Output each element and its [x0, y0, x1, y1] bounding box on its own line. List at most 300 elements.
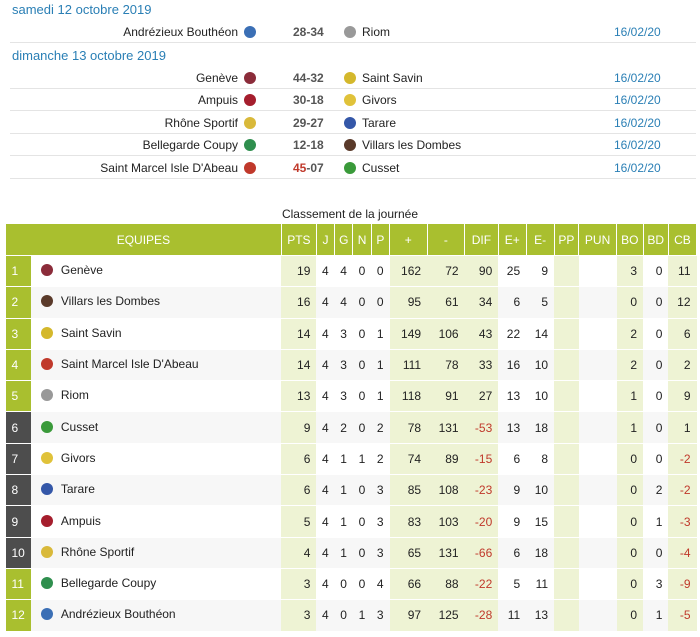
stat-g: 3	[335, 349, 353, 380]
away-team[interactable]	[344, 93, 397, 107]
column-header: N	[353, 224, 371, 256]
stat-em: 5	[526, 287, 554, 318]
rank-cell: 11	[6, 568, 31, 599]
stat-dif: -28	[465, 600, 499, 631]
rank-cell: 3	[6, 318, 31, 349]
team-logo-icon	[41, 608, 53, 620]
stat-bo: 0	[617, 600, 643, 631]
stat-bo: 3	[617, 256, 643, 287]
stat-dif: 34	[465, 287, 499, 318]
team-name	[41, 263, 103, 277]
score-home: 45	[293, 161, 307, 175]
stat-minus: 131	[427, 537, 465, 568]
team-logo-icon	[41, 515, 53, 527]
column-header: BD	[643, 224, 668, 256]
stat-p: 3	[371, 537, 389, 568]
stat-cb: 12	[668, 287, 696, 318]
stat-cb: 11	[668, 256, 696, 287]
stat-pun	[579, 506, 617, 537]
stat-j: 4	[316, 506, 334, 537]
team-label: Riom	[60, 388, 89, 403]
stat-bd: 0	[643, 412, 668, 443]
stat-bo: 0	[617, 475, 643, 506]
match-row	[10, 67, 696, 89]
stat-bd: 0	[643, 318, 668, 349]
stat-minus: 131	[427, 412, 465, 443]
team-cell[interactable]	[31, 318, 281, 349]
team-cell[interactable]	[31, 412, 281, 443]
stat-minus: 89	[427, 443, 465, 474]
stat-cb: 6	[668, 318, 696, 349]
stat-pp	[554, 537, 579, 568]
stat-pun	[579, 412, 617, 443]
stat-bo: 1	[617, 381, 643, 412]
stat-minus: 106	[427, 318, 465, 349]
stat-cb: 9	[668, 381, 696, 412]
stat-em: 9	[526, 256, 554, 287]
stat-g: 4	[335, 287, 353, 318]
match-score: 28-34	[293, 25, 324, 39]
stat-n: 0	[353, 412, 371, 443]
home-team-name: Genève	[195, 70, 238, 85]
team-logo-icon	[344, 94, 356, 106]
away-team[interactable]	[344, 161, 399, 175]
team-label: Rhône Sportif	[60, 544, 135, 559]
match-row	[10, 112, 696, 134]
rank-cell: 9	[6, 506, 31, 537]
table-header	[6, 224, 697, 256]
stat-pts: 9	[281, 412, 316, 443]
match-day-label: samedi 12 octobre 2019	[12, 2, 152, 17]
stat-g: 4	[335, 256, 353, 287]
stat-cb: 2	[668, 349, 696, 380]
stat-p: 2	[371, 443, 389, 474]
stat-em: 10	[526, 349, 554, 380]
stat-plus: 162	[390, 256, 428, 287]
team-logo-icon	[41, 577, 53, 589]
table-row	[6, 506, 697, 537]
stat-j: 4	[316, 568, 334, 599]
stat-cb: -9	[668, 568, 696, 599]
team-label: Saint Marcel Isle D'Abeau	[60, 357, 199, 372]
team-logo-icon	[41, 358, 53, 370]
stat-pts: 19	[281, 256, 316, 287]
stat-pts: 5	[281, 506, 316, 537]
stat-bo: 2	[617, 318, 643, 349]
stat-pts: 14	[281, 349, 316, 380]
team-logo-icon	[244, 94, 256, 106]
stat-p: 4	[371, 568, 389, 599]
stat-pp	[554, 600, 579, 631]
stat-pun	[579, 381, 617, 412]
match-date-link[interactable]: 16/02/20	[614, 70, 661, 85]
match-score: 29-27	[293, 115, 324, 130]
home-team[interactable]	[196, 71, 256, 85]
stat-g: 1	[335, 475, 353, 506]
column-header: PP	[554, 224, 579, 256]
away-team-name: Riom	[362, 25, 391, 39]
stat-pts: 6	[281, 443, 316, 474]
match-row	[10, 157, 696, 179]
stat-em: 10	[526, 475, 554, 506]
home-team[interactable]	[198, 93, 256, 107]
stat-plus: 65	[390, 537, 428, 568]
team-name	[41, 482, 95, 496]
stat-g: 1	[335, 506, 353, 537]
team-cell[interactable]	[31, 287, 281, 318]
stat-pts: 6	[281, 475, 316, 506]
stat-p: 2	[371, 412, 389, 443]
stat-j: 4	[316, 318, 334, 349]
score-home: 12	[293, 138, 307, 153]
team-label: Cusset	[60, 419, 99, 434]
stat-plus: 66	[390, 568, 428, 599]
column-header: J	[316, 224, 334, 256]
stat-plus: 74	[390, 443, 428, 474]
stat-ep: 6	[498, 537, 526, 568]
team-logo-icon	[41, 421, 53, 433]
team-cell[interactable]	[31, 537, 281, 568]
column-header: G	[335, 224, 353, 256]
team-logo-icon	[344, 139, 356, 151]
rank-cell: 7	[6, 443, 31, 474]
stat-plus: 85	[390, 475, 428, 506]
stat-minus: 103	[427, 506, 465, 537]
stat-plus: 95	[390, 287, 428, 318]
stat-n: 0	[353, 506, 371, 537]
score-home: 29	[293, 115, 307, 130]
score-home: 44	[293, 70, 307, 85]
stat-pts: 3	[281, 600, 316, 631]
stat-dif: 90	[465, 256, 499, 287]
stat-g: 2	[335, 412, 353, 443]
stat-p: 1	[371, 318, 389, 349]
away-team[interactable]	[344, 138, 461, 152]
match-row	[10, 134, 696, 156]
stat-minus: 91	[427, 381, 465, 412]
stat-bo: 0	[617, 506, 643, 537]
stat-ep: 16	[498, 349, 526, 380]
stat-cb: -4	[668, 537, 696, 568]
home-team[interactable]	[100, 161, 256, 175]
stat-pp	[554, 349, 579, 380]
stat-n: 0	[353, 256, 371, 287]
team-label: Saint Savin	[60, 325, 122, 340]
stat-pts: 3	[281, 568, 316, 599]
stat-j: 4	[316, 412, 334, 443]
rank-cell: 8	[6, 475, 31, 506]
match-score: 30-18	[293, 93, 324, 108]
team-cell[interactable]	[31, 381, 281, 412]
team-logo-icon	[344, 72, 356, 84]
stat-p: 0	[371, 256, 389, 287]
stat-pun	[579, 600, 617, 631]
stat-bo: 0	[617, 287, 643, 318]
team-name	[41, 451, 96, 465]
stat-g: 3	[335, 381, 353, 412]
score-away: 18	[310, 93, 324, 108]
stat-j: 4	[316, 475, 334, 506]
match-date-link[interactable]: 16/02/20	[614, 138, 661, 153]
stat-ep: 9	[498, 475, 526, 506]
team-cell[interactable]	[31, 568, 281, 599]
stat-bd: 0	[643, 537, 668, 568]
home-team-name: Rhône Sportif	[164, 115, 238, 130]
away-team[interactable]	[344, 25, 390, 39]
stat-bd: 0	[643, 287, 668, 318]
home-team-name: Andrézieux Bouthéon	[123, 25, 238, 39]
match-score: 45-07	[293, 161, 324, 175]
table-row	[6, 568, 697, 599]
stat-plus: 78	[390, 412, 428, 443]
column-header: PUN	[579, 224, 617, 256]
table-row	[6, 412, 697, 443]
score-away: 34	[310, 25, 324, 39]
score-away: 27	[310, 115, 324, 130]
stat-pp	[554, 568, 579, 599]
match-date-link[interactable]: 16/02/20	[614, 25, 661, 39]
stat-bd: 0	[643, 349, 668, 380]
stat-pun	[579, 287, 617, 318]
stat-cb: -5	[668, 600, 696, 631]
stat-bd: 0	[643, 256, 668, 287]
stat-dif: 43	[465, 318, 499, 349]
team-name	[41, 420, 98, 434]
team-cell[interactable]	[31, 256, 281, 287]
table-row	[6, 600, 697, 631]
team-label: Givors	[60, 450, 96, 465]
team-label: Ampuis	[60, 513, 101, 528]
table-row	[6, 381, 697, 412]
team-logo-icon	[244, 139, 256, 151]
stat-pp	[554, 256, 579, 287]
rank-cell: 10	[6, 537, 31, 568]
column-header: E-	[526, 224, 554, 256]
stat-bo: 0	[617, 568, 643, 599]
rank-cell: 1	[6, 256, 31, 287]
stat-p: 3	[371, 506, 389, 537]
stat-cb: 1	[668, 412, 696, 443]
score-home: 30	[293, 93, 307, 108]
stat-ep: 11	[498, 600, 526, 631]
home-team-name: Saint Marcel Isle D'Abeau	[100, 161, 238, 175]
stat-pun	[579, 568, 617, 599]
away-team-name: Tarare	[362, 115, 397, 130]
stat-pun	[579, 475, 617, 506]
stat-bd: 3	[643, 568, 668, 599]
stat-minus: 78	[427, 349, 465, 380]
stat-pp	[554, 412, 579, 443]
stat-g: 3	[335, 318, 353, 349]
match-date-link[interactable]: 16/02/20	[614, 115, 661, 130]
team-logo-icon	[41, 546, 53, 558]
stat-j: 4	[316, 349, 334, 380]
stat-bd: 0	[643, 443, 668, 474]
stat-dif: 27	[465, 381, 499, 412]
stat-em: 8	[526, 443, 554, 474]
table-row	[6, 537, 697, 568]
stat-n: 0	[353, 475, 371, 506]
stat-minus: 72	[427, 256, 465, 287]
rank-cell: 6	[6, 412, 31, 443]
team-name	[41, 326, 122, 340]
team-logo-icon	[244, 162, 256, 174]
stat-bo: 0	[617, 443, 643, 474]
stat-pp	[554, 475, 579, 506]
stat-minus: 108	[427, 475, 465, 506]
home-team[interactable]	[123, 25, 256, 39]
team-label: Villars les Dombes	[60, 294, 161, 309]
match-row	[10, 21, 696, 43]
standings-table	[5, 223, 697, 632]
standings-caption: Classement de la journée	[281, 207, 419, 221]
match-date-link[interactable]: 16/02/20	[614, 93, 661, 108]
stat-n: 1	[353, 600, 371, 631]
home-team-name: Bellegarde Coupy	[142, 138, 238, 153]
stat-j: 4	[316, 381, 334, 412]
rank-cell: 4	[6, 349, 31, 380]
stat-plus: 111	[390, 349, 428, 380]
table-row	[6, 287, 697, 318]
team-logo-icon	[244, 72, 256, 84]
stat-bo: 1	[617, 412, 643, 443]
team-logo-icon	[41, 483, 53, 495]
score-away: 32	[310, 70, 324, 85]
stat-dif: 33	[465, 349, 499, 380]
away-team-name: Givors	[362, 93, 397, 108]
stat-ep: 13	[498, 412, 526, 443]
table-row	[6, 256, 697, 287]
home-team-name: Ampuis	[197, 93, 238, 108]
stat-cb: -3	[668, 506, 696, 537]
team-cell[interactable]	[31, 349, 281, 380]
team-logo-icon	[41, 327, 53, 339]
match-row	[10, 89, 696, 111]
score-away: 07	[310, 161, 324, 175]
away-team-name: Cusset	[362, 161, 400, 175]
team-logo-icon	[344, 117, 356, 129]
stat-j: 4	[316, 256, 334, 287]
team-cell[interactable]	[31, 475, 281, 506]
team-cell[interactable]	[31, 443, 281, 474]
match-date-link[interactable]: 16/02/20	[614, 161, 661, 175]
match-score: 44-32	[293, 70, 324, 85]
stat-plus: 149	[390, 318, 428, 349]
team-cell[interactable]	[31, 600, 281, 631]
column-header: +	[390, 224, 428, 256]
stat-pun	[579, 349, 617, 380]
stat-ep: 5	[498, 568, 526, 599]
stat-em: 18	[526, 537, 554, 568]
table-row	[6, 443, 697, 474]
rank-cell: 5	[6, 381, 31, 412]
stat-n: 0	[353, 381, 371, 412]
team-name	[41, 545, 134, 559]
team-name	[41, 357, 199, 371]
stat-p: 0	[371, 287, 389, 318]
away-team[interactable]	[344, 71, 423, 85]
stat-pts: 13	[281, 381, 316, 412]
stat-p: 1	[371, 381, 389, 412]
stat-g: 1	[335, 537, 353, 568]
rank-cell: 12	[6, 600, 31, 631]
stat-dif: -15	[465, 443, 499, 474]
stat-pts: 4	[281, 537, 316, 568]
stat-cb: -2	[668, 443, 696, 474]
table-row	[6, 475, 697, 506]
team-logo-icon	[41, 452, 53, 464]
stat-bd: 1	[643, 600, 668, 631]
stat-ep: 6	[498, 287, 526, 318]
column-header: -	[427, 224, 465, 256]
stat-ep: 6	[498, 443, 526, 474]
team-logo-icon	[244, 117, 256, 129]
match-day-label: dimanche 13 octobre 2019	[12, 47, 166, 63]
stat-g: 0	[335, 568, 353, 599]
team-label: Andrézieux Bouthéon	[60, 607, 176, 622]
stat-j: 4	[316, 443, 334, 474]
team-logo-icon	[41, 264, 53, 276]
away-team-name: Saint Savin	[362, 70, 423, 85]
team-logo-icon	[344, 162, 356, 174]
team-logo-icon	[344, 26, 356, 38]
stat-plus: 118	[390, 381, 428, 412]
team-name	[41, 576, 156, 590]
stat-pun	[579, 256, 617, 287]
stat-j: 4	[316, 287, 334, 318]
stat-pp	[554, 287, 579, 318]
stat-p: 1	[371, 349, 389, 380]
team-name	[41, 294, 160, 308]
stat-dif: -23	[465, 475, 499, 506]
stat-pp	[554, 318, 579, 349]
stat-pun	[579, 537, 617, 568]
stat-pp	[554, 506, 579, 537]
team-logo-icon	[41, 389, 53, 401]
stat-em: 13	[526, 600, 554, 631]
away-team[interactable]	[344, 116, 396, 130]
stat-plus: 83	[390, 506, 428, 537]
stat-dif: -20	[465, 506, 499, 537]
team-name	[41, 607, 176, 621]
home-team[interactable]	[165, 116, 256, 130]
column-header: E+	[498, 224, 526, 256]
team-label: Bellegarde Coupy	[60, 576, 157, 591]
stat-n: 0	[353, 537, 371, 568]
stat-cb: -2	[668, 475, 696, 506]
stat-bo: 2	[617, 349, 643, 380]
stat-em: 11	[526, 568, 554, 599]
stat-n: 0	[353, 568, 371, 599]
stat-ep: 25	[498, 256, 526, 287]
team-name	[41, 514, 101, 528]
column-header: EQUIPES	[6, 224, 282, 256]
stat-dif: -22	[465, 568, 499, 599]
stat-pun	[579, 443, 617, 474]
stat-bd: 1	[643, 506, 668, 537]
home-team[interactable]	[143, 138, 256, 152]
stat-p: 3	[371, 475, 389, 506]
stat-dif: -53	[465, 412, 499, 443]
stat-pts: 16	[281, 287, 316, 318]
stat-g: 1	[335, 443, 353, 474]
stat-minus: 61	[427, 287, 465, 318]
team-name	[41, 388, 89, 402]
stat-j: 4	[316, 537, 334, 568]
table-row	[6, 318, 697, 349]
team-logo-icon	[244, 26, 256, 38]
team-cell[interactable]	[31, 506, 281, 537]
